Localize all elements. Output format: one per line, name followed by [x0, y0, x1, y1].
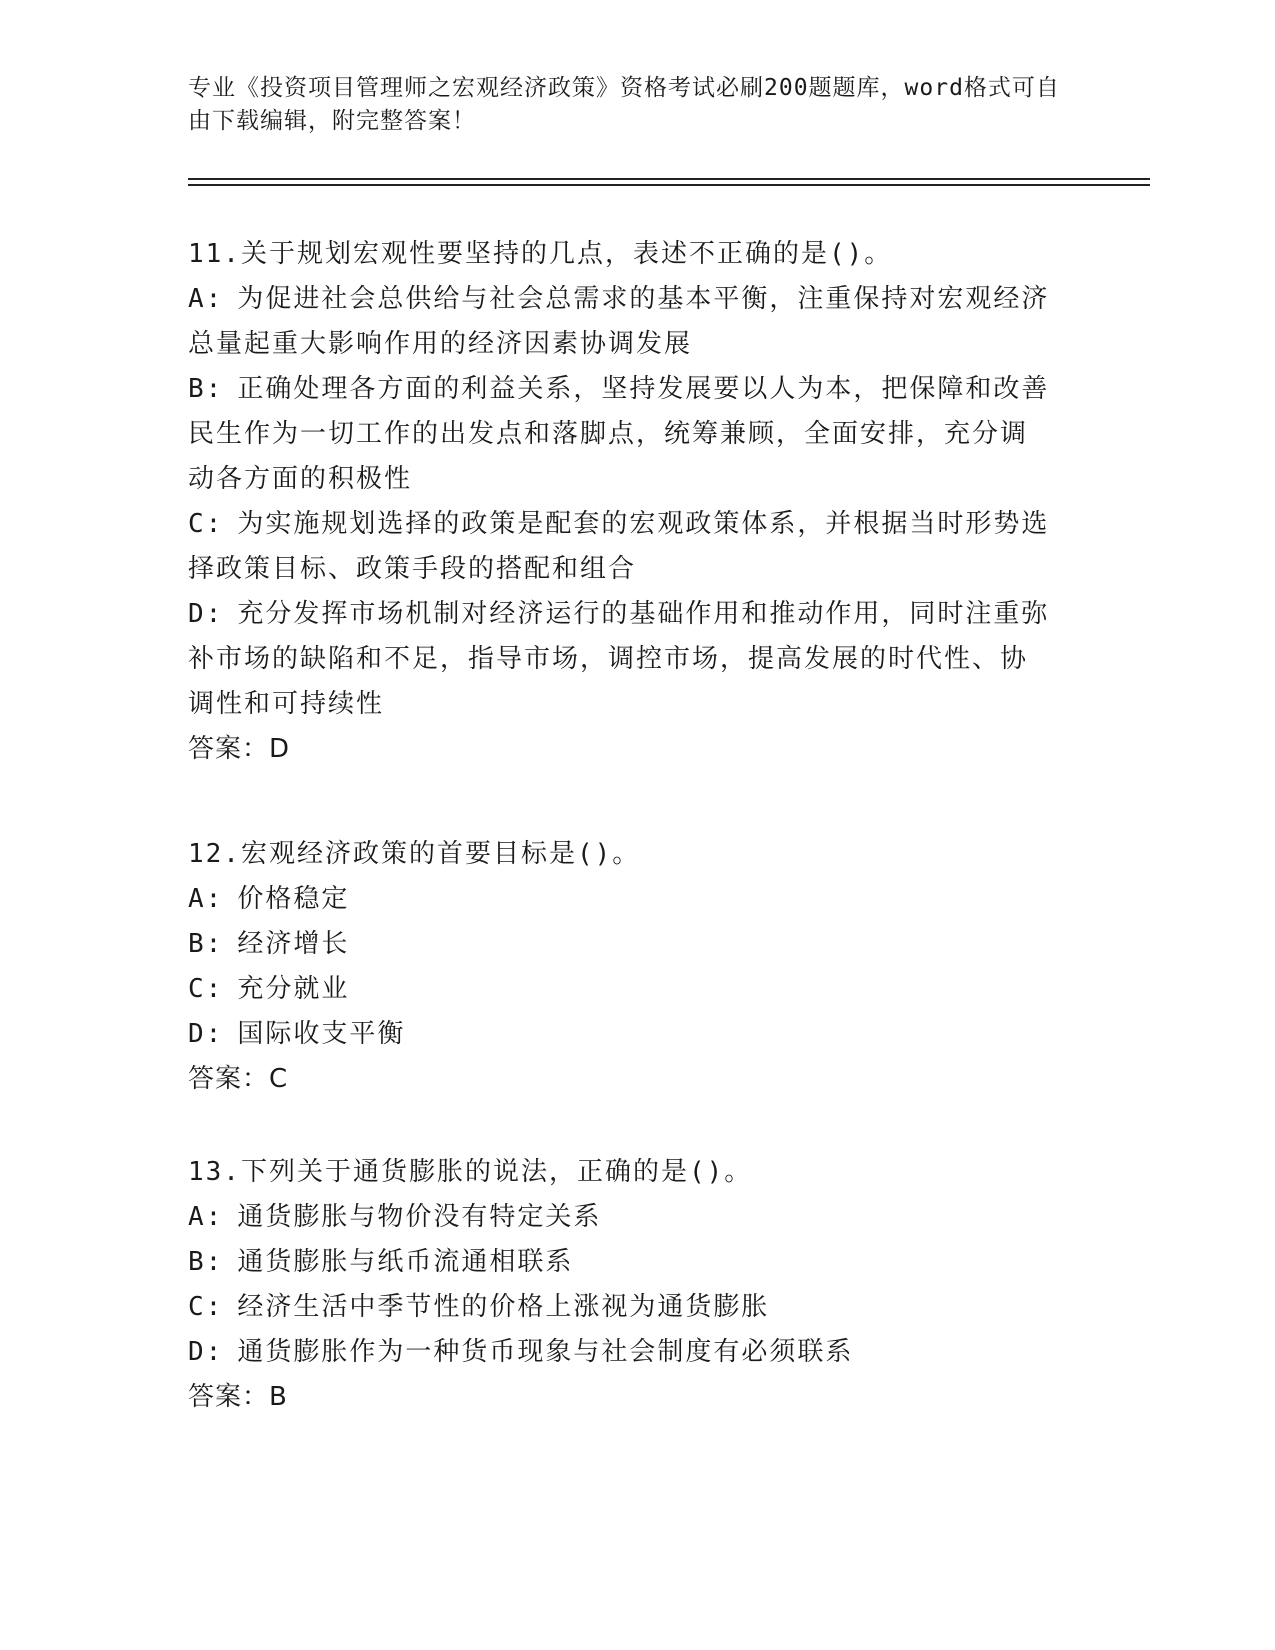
option-text: 总量起重大影响作用的经济因素协调发展: [188, 329, 693, 359]
option-d: [188, 1012, 1068, 1057]
option-key: B:: [188, 929, 224, 959]
option-d: [188, 592, 1068, 727]
option-a: [188, 877, 1068, 922]
option-key: C:: [188, 509, 224, 539]
option-c: [188, 967, 1068, 1012]
option-text: 经济增长: [237, 929, 350, 959]
option-text: 通货膨胀作为一种货币现象与社会制度有必须联系: [237, 1337, 854, 1367]
option-key: D:: [188, 1337, 224, 1367]
option-a: [188, 277, 1068, 367]
option-text: 国际收支平衡: [237, 1019, 406, 1049]
option-key: D:: [188, 1019, 224, 1049]
option-key: A:: [188, 884, 224, 914]
option-key: A:: [188, 1202, 224, 1232]
answer-label: 答案：C: [188, 1064, 289, 1094]
question-stem: 12.宏观经济政策的首要目标是()。: [188, 839, 641, 869]
option-text: 民生作为一切工作的出发点和落脚点，统筹兼顾，全面安排，充分调: [188, 419, 1029, 449]
question-12: [188, 832, 1068, 1102]
option-text: 价格稳定: [237, 884, 350, 914]
header-text: 专业《投资项目管理师之宏观经济政策》资格考试必刷200题题库，word格式可自由下载编辑，附完整答案！: [188, 75, 1060, 134]
option-text: 择政策目标、政策手段的搭配和组合: [188, 554, 637, 584]
option-text: 正确处理各方面的利益关系，坚持发展要以人为本，把保障和改善: [237, 374, 1050, 404]
option-b: [188, 367, 1068, 502]
option-text: 通货膨胀与物价没有特定关系: [237, 1202, 602, 1232]
question-11: [188, 232, 1068, 772]
option-text: 为促进社会总供给与社会总需求的基本平衡，注重保持对宏观经济: [237, 284, 1050, 314]
option-text: 经济生活中季节性的价格上涨视为通货膨胀: [237, 1292, 770, 1322]
option-b: [188, 922, 1068, 967]
option-text: 调性和可持续性: [188, 689, 385, 719]
option-text: 为实施规划选择的政策是配套的宏观政策体系，并根据当时形势选: [237, 509, 1050, 539]
header-divider-bottom: [188, 184, 1150, 186]
option-key: B:: [188, 374, 224, 404]
option-text: 通货膨胀与纸币流通相联系: [237, 1247, 574, 1277]
option-key: C:: [188, 974, 224, 1004]
option-b: [188, 1240, 1068, 1285]
document-header: [188, 72, 1068, 138]
question-stem: 13.下列关于通货膨胀的说法，正确的是()。: [188, 1157, 753, 1187]
option-text: 充分就业: [237, 974, 350, 1004]
question-13: [188, 1150, 1068, 1420]
option-a: [188, 1195, 1068, 1240]
option-key: A:: [188, 284, 224, 314]
option-c: [188, 502, 1068, 592]
option-text: 补市场的缺陷和不足，指导市场，调控市场，提高发展的时代性、协: [188, 644, 1029, 674]
answer-label: 答案：D: [188, 734, 291, 764]
option-text: 动各方面的积极性: [188, 464, 413, 494]
option-c: [188, 1285, 1068, 1330]
option-d: [188, 1330, 1068, 1375]
option-key: D:: [188, 599, 224, 629]
question-stem: 11.关于规划宏观性要坚持的几点，表述不正确的是()。: [188, 239, 893, 269]
answer-label: 答案：B: [188, 1382, 288, 1412]
header-divider-top: [188, 178, 1150, 180]
option-key: B:: [188, 1247, 224, 1277]
option-key: C:: [188, 1292, 224, 1322]
option-text: 充分发挥市场机制对经济运行的基础作用和推动作用，同时注重弥: [237, 599, 1050, 629]
